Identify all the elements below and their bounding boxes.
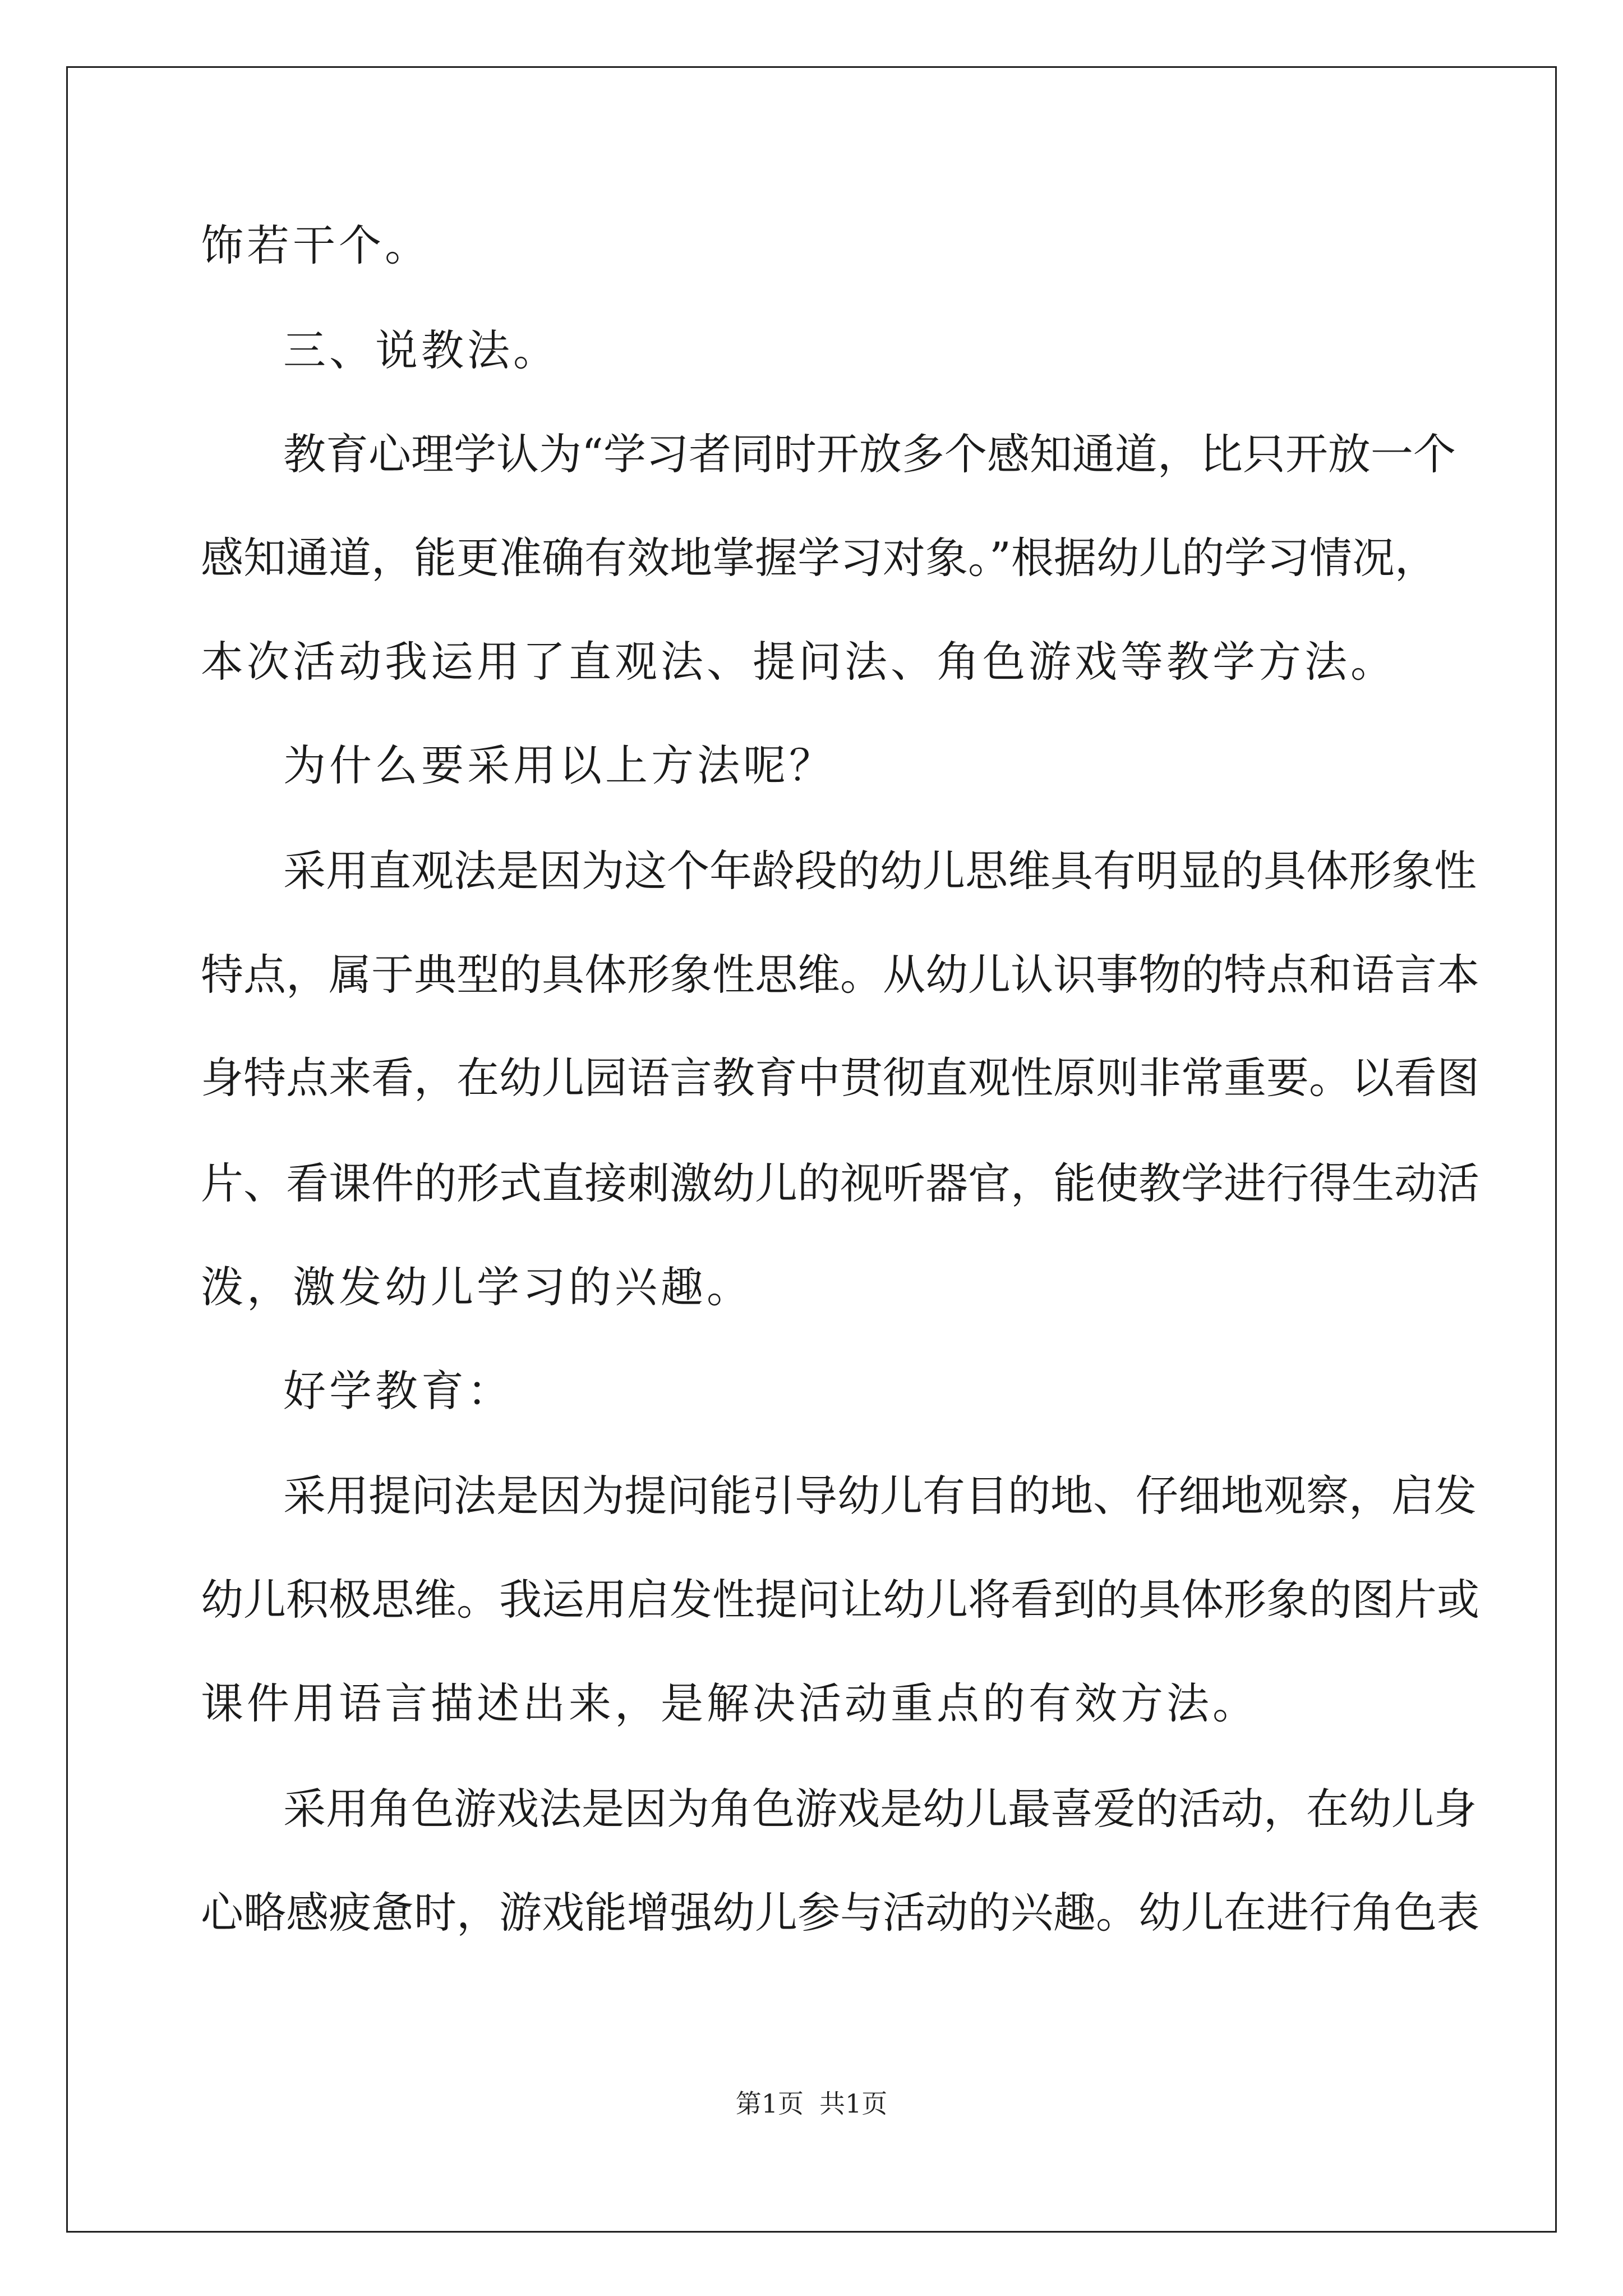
page-number: 第1页 bbox=[735, 2088, 804, 2119]
paragraph-line: 本次活动我运用了直观法、提问法、角色游戏等教学方法。 bbox=[201, 637, 1396, 687]
paragraph-line: 心略感疲惫时，游戏能增强幼儿参与活动的兴趣。幼儿在进行角色表 bbox=[201, 1888, 1479, 1938]
page-footer bbox=[0, 2087, 1623, 2120]
paragraph-line: 身特点来看，在幼儿园语言教育中贯彻直观性原则非常重要。以看图 bbox=[201, 1053, 1479, 1103]
paragraph-line: 饰若干个。 bbox=[201, 220, 431, 270]
paragraph-line: 特点，属于典型的具体形象性思维。从幼儿认识事物的特点和语言本 bbox=[201, 950, 1479, 1000]
paragraph-line: 课件用语言描述出来，是解决活动重点的有效方法。 bbox=[201, 1678, 1258, 1728]
section-heading: 三、说教法。 bbox=[283, 325, 559, 375]
paragraph-line: 幼儿积极思维。我运用启发性提问让幼儿将看到的具体形象的图片或 bbox=[201, 1575, 1479, 1625]
paragraph-line: 教育心理学认为“学习者同时开放多个感知通道，比只开放一个 bbox=[283, 429, 1456, 479]
paragraph-line: 泼，激发幼儿学习的兴趣。 bbox=[201, 1262, 753, 1312]
page-total: 共1页 bbox=[819, 2088, 888, 2119]
paragraph-line: 采用提问法是因为提问能引导幼儿有目的地、仔细地观察，启发 bbox=[283, 1471, 1477, 1521]
paragraph-line: 感知通道，能更准确有效地掌握学习对象。”根据幼儿的学习情况， bbox=[201, 533, 1437, 583]
paragraph-line: 好学教育： bbox=[283, 1366, 513, 1416]
paragraph-line: 采用直观法是因为这个年龄段的幼儿思维具有明显的具体形象性 bbox=[283, 846, 1477, 896]
paragraph-line: 片、看课件的形式直接刺激幼儿的视听器官，能使教学进行得生动活 bbox=[201, 1158, 1479, 1208]
paragraph-line: 为什么要采用以上方法呢？ bbox=[283, 740, 835, 790]
paragraph-line: 采用角色游戏法是因为角色游戏是幼儿最喜爱的活动，在幼儿身 bbox=[283, 1784, 1477, 1834]
